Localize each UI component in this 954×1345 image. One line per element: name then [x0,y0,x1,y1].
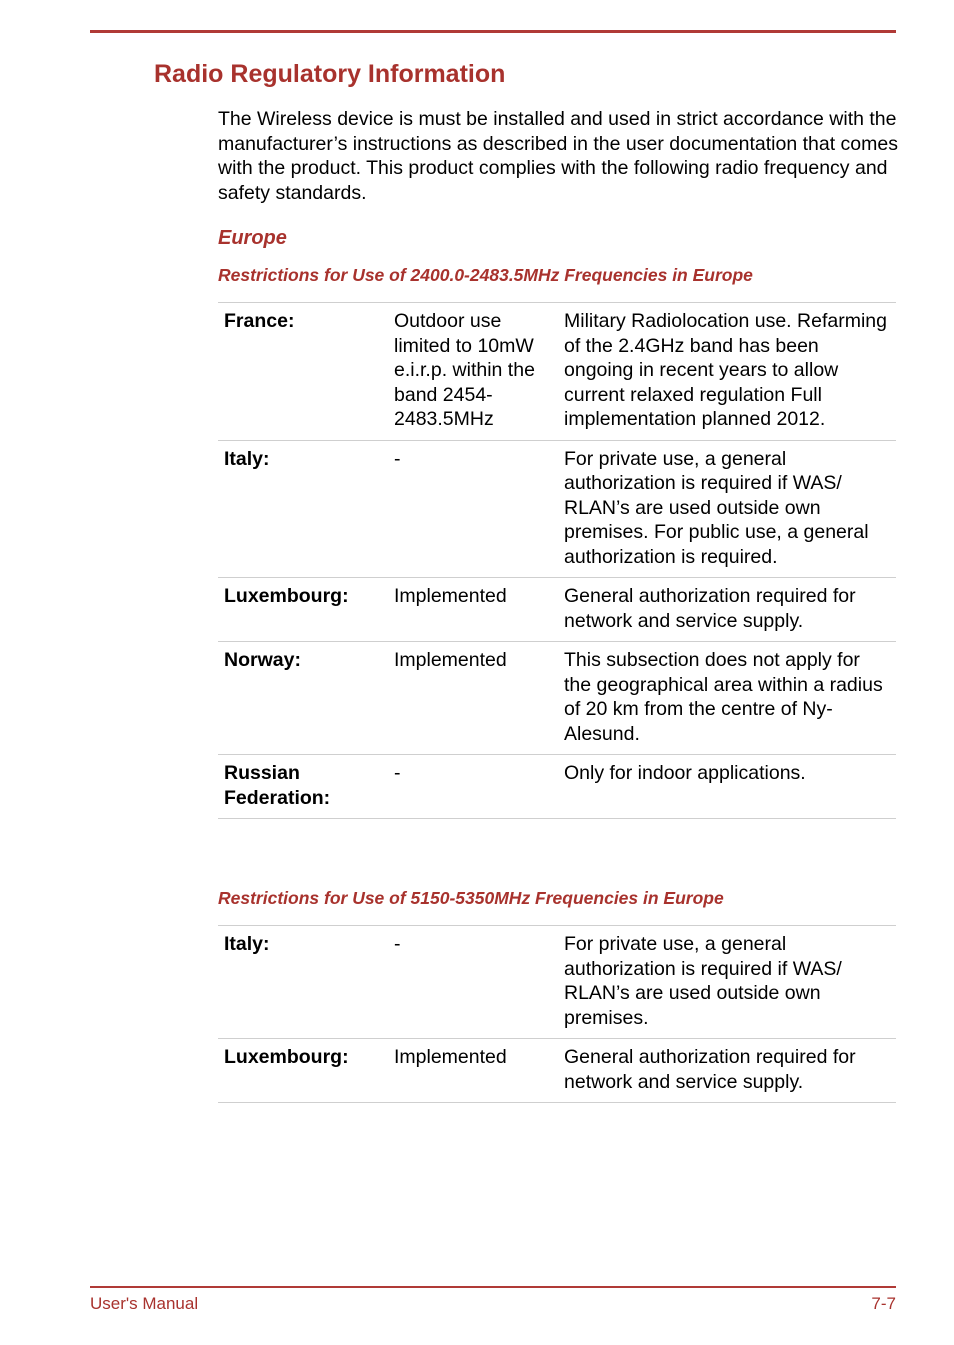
section2-heading: Restrictions for Use of 5150-5350MHz Frequencies in Europe [218,888,724,908]
region-heading: Europe [218,227,287,249]
country-cell: Italy: [224,933,270,955]
restrictions-table-5150 [218,925,896,1103]
status-cell: - [394,447,401,470]
footer-manual-label: User's Manual [90,1294,199,1313]
section1-heading: Restrictions for Use of 2400.0-2483.5MHz Frequencies in Europe [218,265,753,285]
note-cell: This subsection does not apply for the geographical area within a radius of 20 km from the centre of Ny-Alesund. [564,649,883,745]
country-cell: France: [224,310,295,332]
page-title: Radio Regulatory Information [154,60,506,88]
status-cell: Outdoor use limited to 10mW e.i.r.p. within the band 2454-2483.5MHz [394,310,535,430]
table-row [218,1039,896,1103]
table-row [218,440,896,578]
note-cell: Only for indoor applications. [564,762,806,784]
country-cell: Luxembourg: [224,585,349,607]
table-row [218,578,896,642]
note-cell: General authorization required for network and service supply. [564,585,856,632]
country-cell: Norway: [224,649,301,671]
note-cell: Military Radiolocation use. Refarming of the 2.4GHz band has been ongoing in recent years to allow current relaxed regulation Full implementation planned 2012. [564,310,887,430]
note-cell: For private use, a general authorization is required if WAS/ RLAN’s are used outside own premises. For public use, a general authorization is required. [564,447,869,568]
country-cell: Russian Federation: [224,762,331,809]
status-cell: - [394,933,401,955]
restrictions-table-2400 [218,302,896,819]
table-row [218,303,896,441]
note-cell: For private use, a general authorization is required if WAS/ RLAN’s are used outside own premises. [564,933,842,1029]
country-cell: Luxembourg: [224,1046,349,1068]
page-number: 7-7 [871,1294,896,1313]
status-cell: Implemented [394,1046,507,1068]
header-rule [90,30,896,33]
table-row [218,642,896,755]
table-row [218,926,896,1039]
country-cell: Italy: [224,447,270,470]
note-cell: General authorization required for network and service supply. [564,1046,856,1093]
status-cell: Implemented [394,585,507,607]
intro-paragraph: The Wireless device is must be installed and used in strict accordance with the manufacturer’s instructions as described in the user documentation that comes with the product. This product complies with the following radio frequency and safety standards. [218,108,898,204]
status-cell: Implemented [394,649,507,671]
footer-rule [90,1286,896,1288]
table-row [218,755,896,819]
status-cell: - [394,762,401,784]
